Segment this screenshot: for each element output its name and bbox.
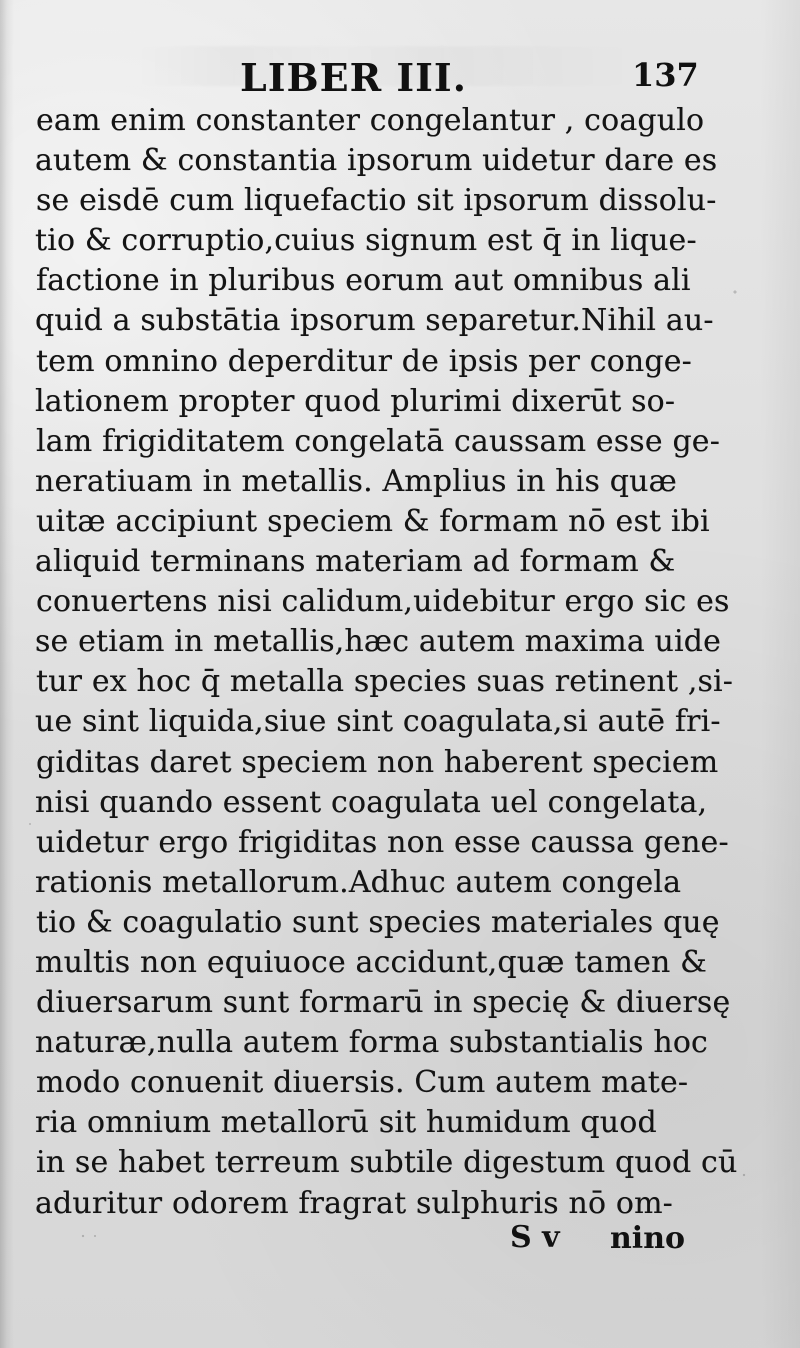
text-line-7: tem omnino deperditur de ipsis per conge- (36, 343, 692, 379)
signature-mark: S v (510, 1220, 560, 1255)
text-line-25: modo conuenit diuersis. Cum autem mate- (36, 1065, 689, 1101)
text-line-17: giditas daret speciem non haberent speciem (36, 744, 719, 780)
text-line-6: quid a substātia ipsorum separetur.Nihil au- (35, 303, 714, 339)
text-line-16: ue sint liquida,siue sint coagulata,si autē fri- (35, 704, 721, 740)
text-line-1: eam enim constanter congelantur , coagulo (36, 103, 705, 138)
text-line-11: uitæ accipiunt speciem & formam nō est ibi (36, 503, 710, 539)
text-line-2: autem & constantia ipsorum uidetur dare es (35, 143, 718, 179)
text-line-9: lam frigiditatem congelatā caussam esse ge- (36, 423, 720, 459)
page-footer (0, 1216, 800, 1260)
page-number: 137 (632, 56, 699, 94)
text-line-22: multis non equiuoce accidunt,quæ tamen & (35, 944, 708, 980)
text-line-13: conuertens nisi calidum,uidebitur ergo sic es (36, 584, 730, 620)
text-line-12: aliquid terminans materiam ad formam & (35, 544, 676, 580)
running-head: LIBER III. (240, 55, 467, 100)
text-line-8: lationem propter quod plurimi dixerūt so- (35, 383, 676, 419)
main-text-block (35, 101, 765, 1224)
text-line-4: tio & corruptio,cuius signum est q̄ in lique- (35, 223, 697, 259)
text-line-21: tio & coagulatio sunt species materiales quę (36, 904, 720, 940)
text-line-26: ria omnium metallorū sit humidum quod (35, 1105, 657, 1141)
text-line-24: naturæ,nulla autem forma substantialis hoc (35, 1025, 709, 1061)
page-header (0, 53, 800, 101)
text-line-23: diuersarum sunt formarū in specię & diuersę (36, 985, 731, 1021)
text-line-18: nisi quando essent coagulata uel congelata, (35, 784, 708, 820)
text-line-5: factione in pluribus eorum aut omnibus ali (36, 263, 691, 299)
catchword: nino (610, 1221, 686, 1256)
text-line-3: se eisdē cum liquefactio sit ipsorum dissolu- (36, 183, 717, 219)
text-line-19: uidetur ergo frigiditas non esse caussa gene- (36, 824, 729, 860)
text-line-14: se etiam in metallis,hæc autem maxima uide (35, 624, 722, 660)
text-line-27: in se habet terreum subtile digestum quod cū (36, 1145, 738, 1181)
text-line-28: aduritur odorem fragrat sulphuris nō om- (35, 1185, 673, 1221)
text-line-15: tur ex hoc q̄ metalla species suas retinent ,si- (36, 664, 734, 700)
text-line-20: rationis metallorum.Adhuc autem congela (35, 864, 682, 900)
text-line-10: neratiuam in metallis. Amplius in his quæ (35, 463, 677, 499)
